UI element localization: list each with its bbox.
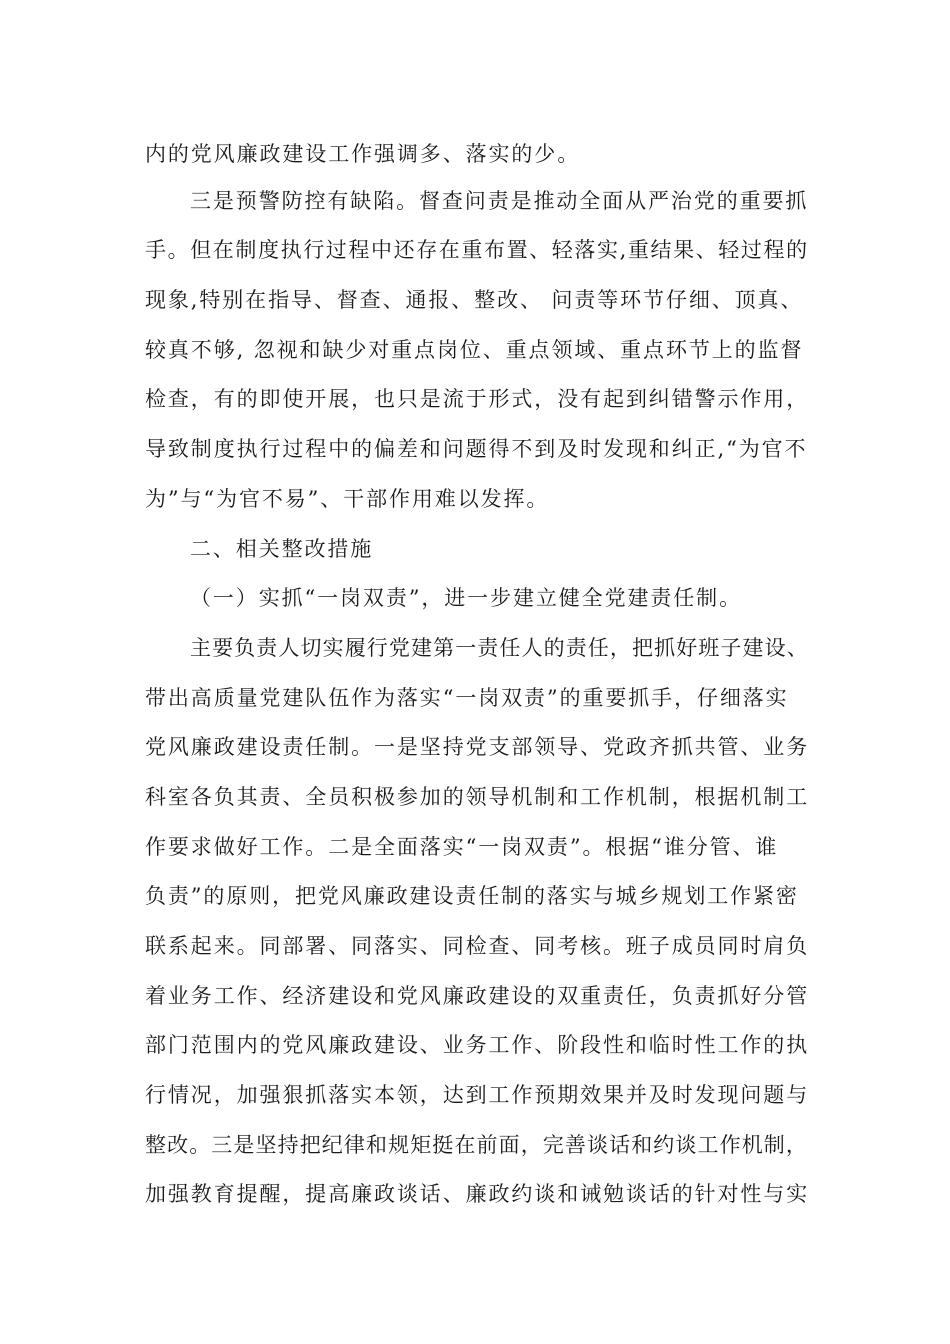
text-line: 整改。三是坚持把纪律和规矩挺在前面，完善谈话和约谈工作机制， xyxy=(145,1133,808,1157)
text-line: 现象,特别在指导、督查、通报、整改、 问责等环节仔细、顶真、 xyxy=(145,288,804,312)
text-line: 负责”的原则，把党风廉政建设责任制的落实与城乡规划工作紧密 xyxy=(145,884,799,908)
text-line: 科室各负其责、全员积极参加的领导机制和工作机制，根据机制工 xyxy=(145,785,810,809)
section-heading: 二、相关整改措施 xyxy=(190,537,374,561)
subsection-heading: （一）实抓“一岗双责”，进一步建立健全党建责任制。 xyxy=(190,586,742,610)
text-line: 为”与“为官不易”、干部作用难以发挥。 xyxy=(145,487,550,511)
text-line: 三是预警防控有缺陷。督查问责是推动全面从严治党的重要抓 xyxy=(190,189,809,213)
text-line: 加强教育提醒，提高廉政谈话、廉政约谈和诫勉谈话的针对性与实 xyxy=(145,1182,810,1206)
text-line: 联系起来。同部署、同落实、同检查、同考核。班子成员同时肩负 xyxy=(145,934,810,958)
text-line: 部门范围内的党风廉政建设、业务工作、阶段性和临时性工作的执 xyxy=(145,1033,810,1057)
text-line: 主要负责人切实履行党建第一责任人的责任，把抓好班子建设、 xyxy=(190,636,809,660)
text-line: 行情况，加强狠抓落实本领，达到工作预期效果并及时发现问题与 xyxy=(145,1083,810,1107)
text-line: 手。但在制度执行过程中还存在重布置、轻落实,重结果、轻过程的 xyxy=(145,238,809,262)
text-line: 较真不够, 忽视和缺少对重点岗位、重点领域、重点环节上的监督 xyxy=(145,338,804,362)
text-line: 党风廉政建设责任制。一是坚持党支部领导、党政齐抓共管、业务 xyxy=(145,735,810,759)
text-line: 带出高质量党建队伍作为落实“一岗双责”的重要抓手，仔细落实 xyxy=(145,686,789,710)
text-line: 检查，有的即使开展，也只是流于形式，没有起到纠错警示作用， xyxy=(145,387,810,411)
text-line: 作要求做好工作。二是全面落实“一岗双责”。根据“谁分管、谁 xyxy=(145,835,779,859)
text-line: 内的党风廉政建设工作强调多、落实的少。 xyxy=(145,142,581,166)
text-line: 着业务工作、经济建设和党风廉政建设的双重责任，负责抓好分管 xyxy=(145,984,810,1008)
text-line: 导致制度执行过程中的偏差和问题得不到及时发现和纠正,“为官不 xyxy=(145,437,808,461)
